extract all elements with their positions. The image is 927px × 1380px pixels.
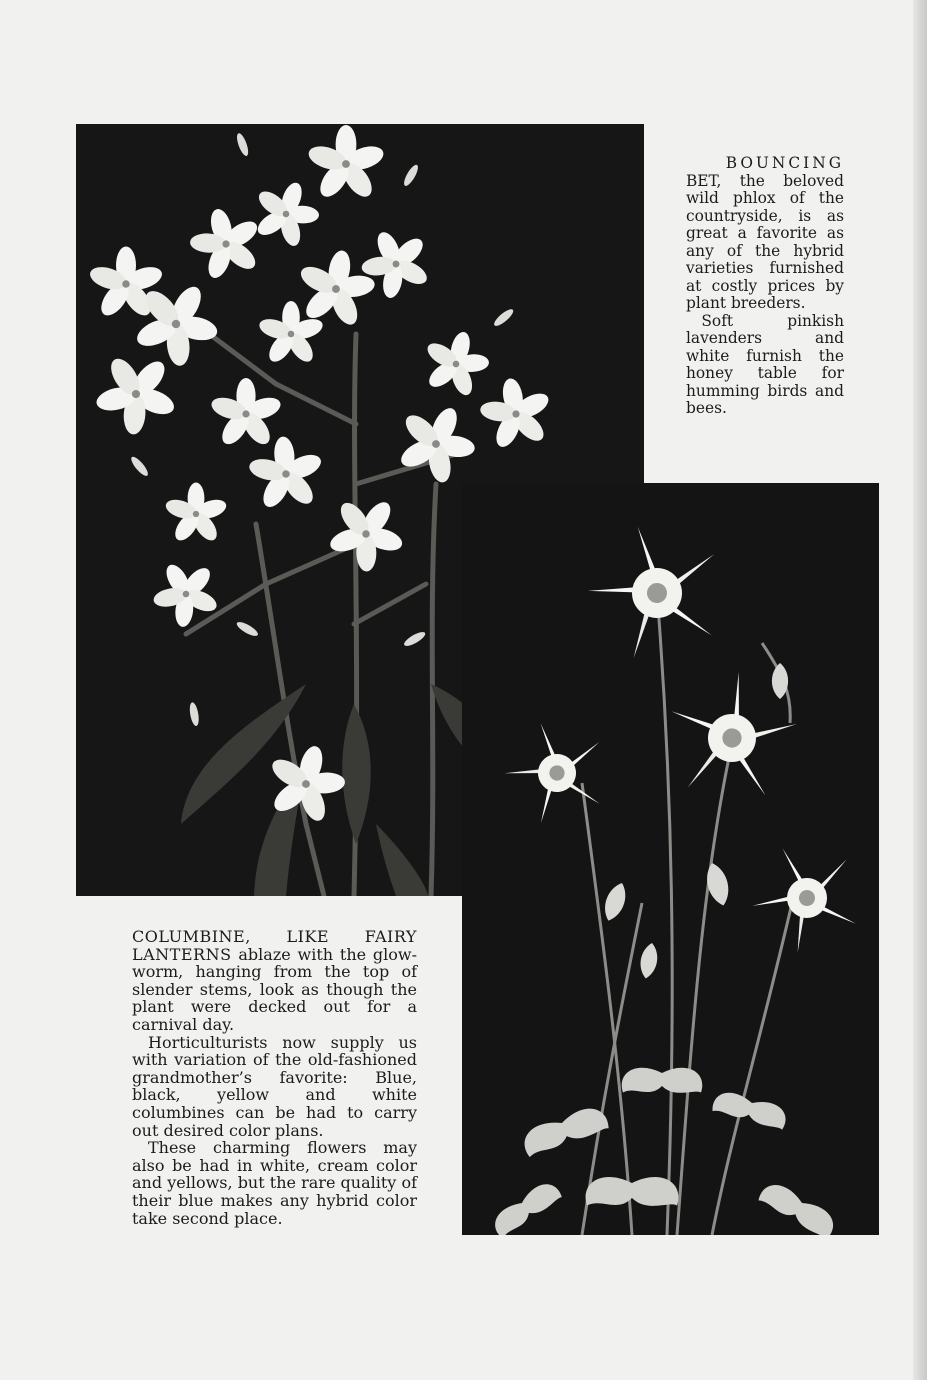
columbine-paragraph-1-text: ablaze with the glow-worm, hanging from the top of slender stems, look as though the plant were decked out for a carnival day. <box>132 944 418 1034</box>
columbine-lead: COLUMBINE, LIKE FAIRY LANTERNS <box>132 927 417 964</box>
bouncing-bet-paragraph-2: Soft pinkish lavenders and white furnish the honey table for humming birds and bees. <box>686 311 844 417</box>
columbine-paragraph-1 <box>132 928 417 1034</box>
columbine-paragraph-3: These charming flowers may also be had in white, cream color and yellows, but the rare quality of their blue makes any hybrid color take second place. <box>132 1138 417 1228</box>
bouncing-bet-lead: BOUNCING <box>725 154 844 172</box>
page-edge-shadow <box>913 0 927 1380</box>
bouncing-bet-paragraph-1: BET, the beloved wild phlox of the countryside, is as great a favorite as any of the hybrid varieties furnished at costly prices by plant breeders. <box>686 171 844 312</box>
columbine-caption <box>132 928 417 1227</box>
bouncing-bet-caption <box>686 155 844 418</box>
columbine-paragraph-2: Horticulturists now supply us with variation of the old-fashioned grandmother’s favorite: Blue, black, yellow and white columbines can be had to carry out desired color plans. <box>132 1032 417 1140</box>
columbine-photo <box>462 483 879 1235</box>
